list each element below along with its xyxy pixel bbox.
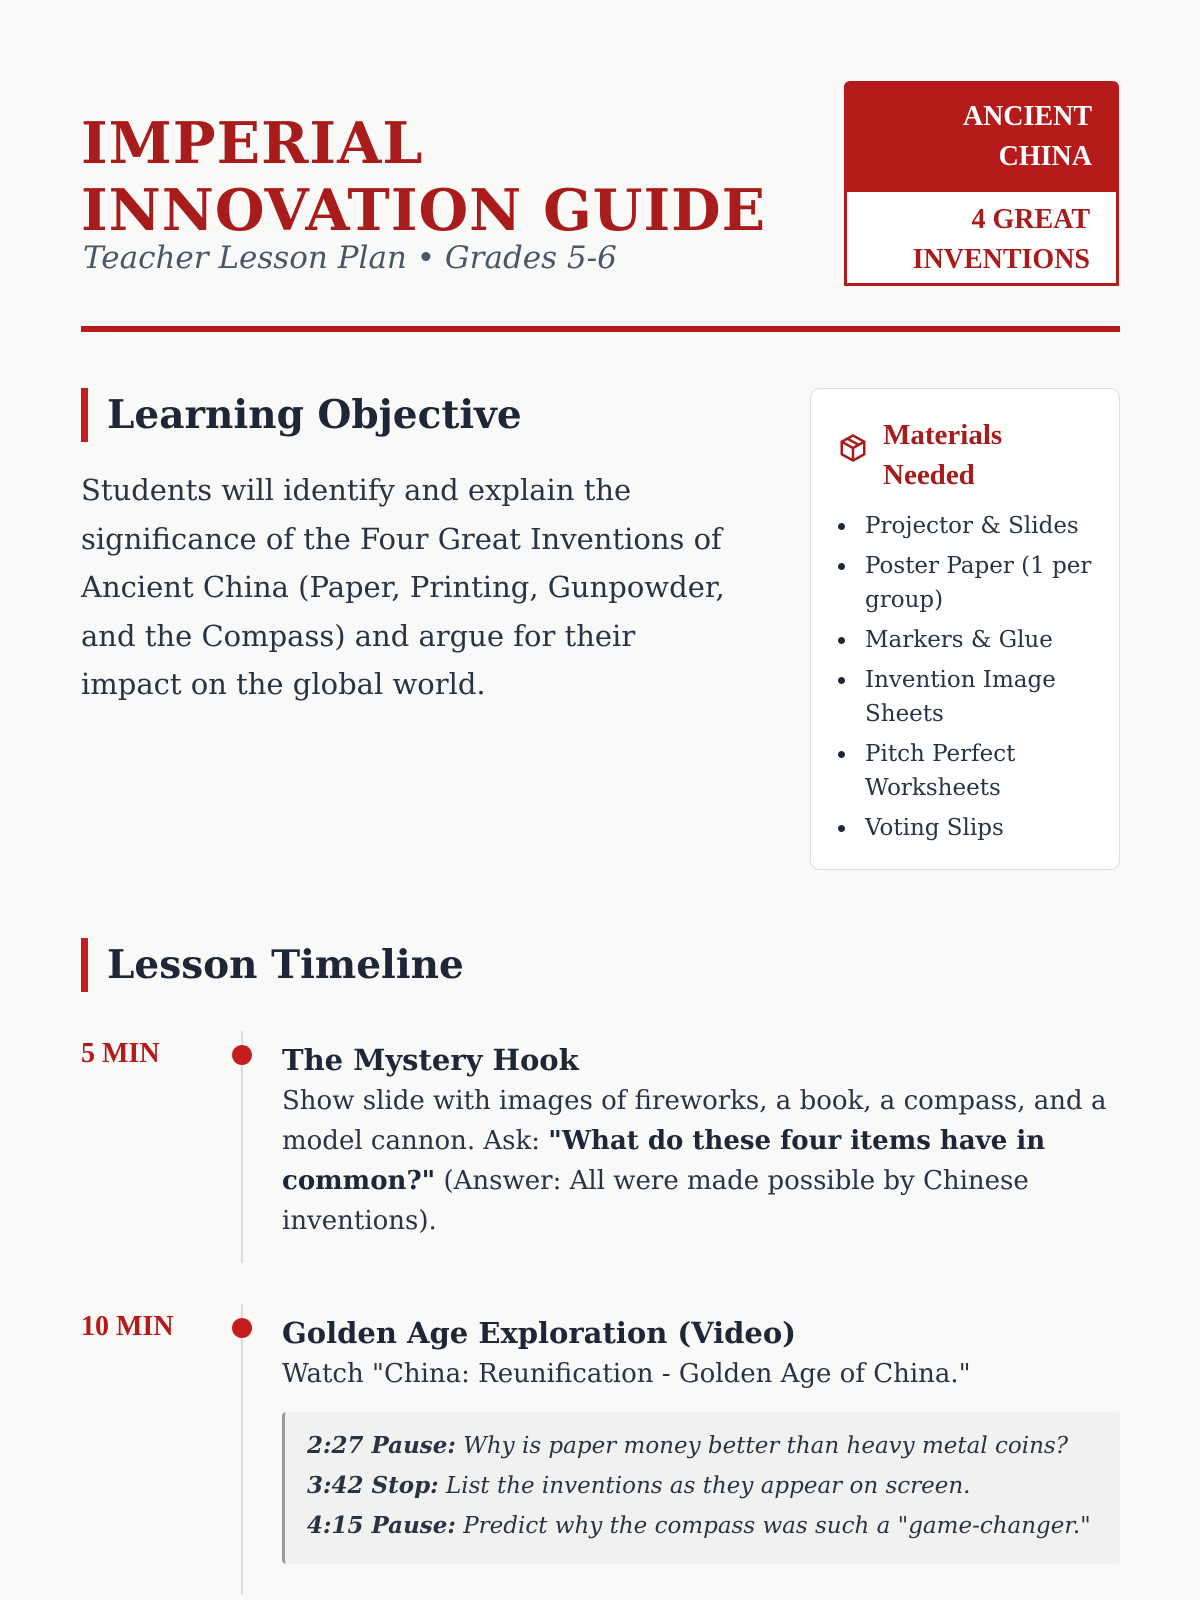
timeline-step-text: Watch "China: Reunification - Golden Age of China." — [282, 1359, 971, 1389]
callout-timestamp: 2:27 Pause: — [307, 1432, 456, 1459]
timeline-content — [282, 1310, 1120, 1564]
timeline-dot — [232, 1318, 252, 1338]
timeline-step-title: The Mystery Hook — [282, 1043, 579, 1077]
callout-timestamp: 3:42 Stop: — [307, 1472, 439, 1499]
header-divider — [81, 326, 1120, 332]
page-header — [81, 0, 1119, 334]
list-item: Markers & Glue — [835, 623, 1095, 657]
timeline-heading: Lesson Timeline — [81, 938, 464, 992]
step-text-part: (Answer: All were made possible by Chinese inventions). — [282, 1166, 1029, 1236]
timeline-step-text — [282, 1081, 1120, 1241]
page-title: IMPERIAL INNOVATION GUIDE — [81, 110, 767, 244]
list-item: Poster Paper (1 per group) — [835, 549, 1095, 617]
step-text-part: Show slide with images of fireworks, a book, a compass, and a model cannon. Ask: — [282, 1086, 1107, 1156]
callout-line — [307, 1426, 1120, 1466]
materials-header — [835, 415, 1095, 495]
materials-card — [810, 388, 1120, 870]
callout-text: List the inventions as they appear on screen. — [438, 1473, 971, 1499]
timeline-step-title: Golden Age Exploration (Video) — [282, 1316, 796, 1350]
video-callout — [282, 1412, 1120, 1564]
list-item: Invention Image Sheets — [835, 663, 1095, 731]
list-item: Voting Slips — [835, 811, 1095, 845]
timeline-duration: 5 MIN — [81, 1038, 160, 1069]
objective-text: Students will identify and explain the significance of the Four Great Inventions of Ancient China (Paper, Printing, Gunpowder, and the Compass) and argue for their impact on the global world. — [81, 473, 725, 701]
topic-badge — [844, 81, 1119, 286]
timeline-duration: 10 MIN — [81, 1311, 174, 1342]
step-text-question: "What do these four items have in common?" — [282, 1126, 1046, 1196]
list-item: Projector & Slides — [835, 509, 1095, 543]
timeline-connector — [241, 1304, 243, 1594]
badge-count: 4 GREAT INVENTIONS — [912, 204, 1090, 275]
callout-line — [307, 1466, 1120, 1506]
callout-text: Predict why the compass was such a "game-changer." — [455, 1513, 1091, 1539]
badge-era: ANCIENT CHINA — [847, 84, 1116, 192]
timeline-dot — [232, 1045, 252, 1065]
callout-timestamp: 4:15 Pause: — [307, 1512, 456, 1539]
objective-heading: Learning Objective — [81, 388, 522, 442]
materials-list — [835, 509, 1095, 845]
materials-title: Materials Needed — [883, 419, 1003, 491]
list-item: Pitch Perfect Worksheets — [835, 737, 1095, 805]
box-icon — [838, 433, 868, 463]
timeline-connector — [241, 1031, 243, 1263]
timeline-content — [282, 1037, 1120, 1241]
callout-text: Why is paper money better than heavy metal coins? — [455, 1433, 1069, 1459]
page-subtitle: Teacher Lesson Plan • Grades 5-6 — [83, 240, 617, 276]
callout-line — [307, 1506, 1120, 1546]
